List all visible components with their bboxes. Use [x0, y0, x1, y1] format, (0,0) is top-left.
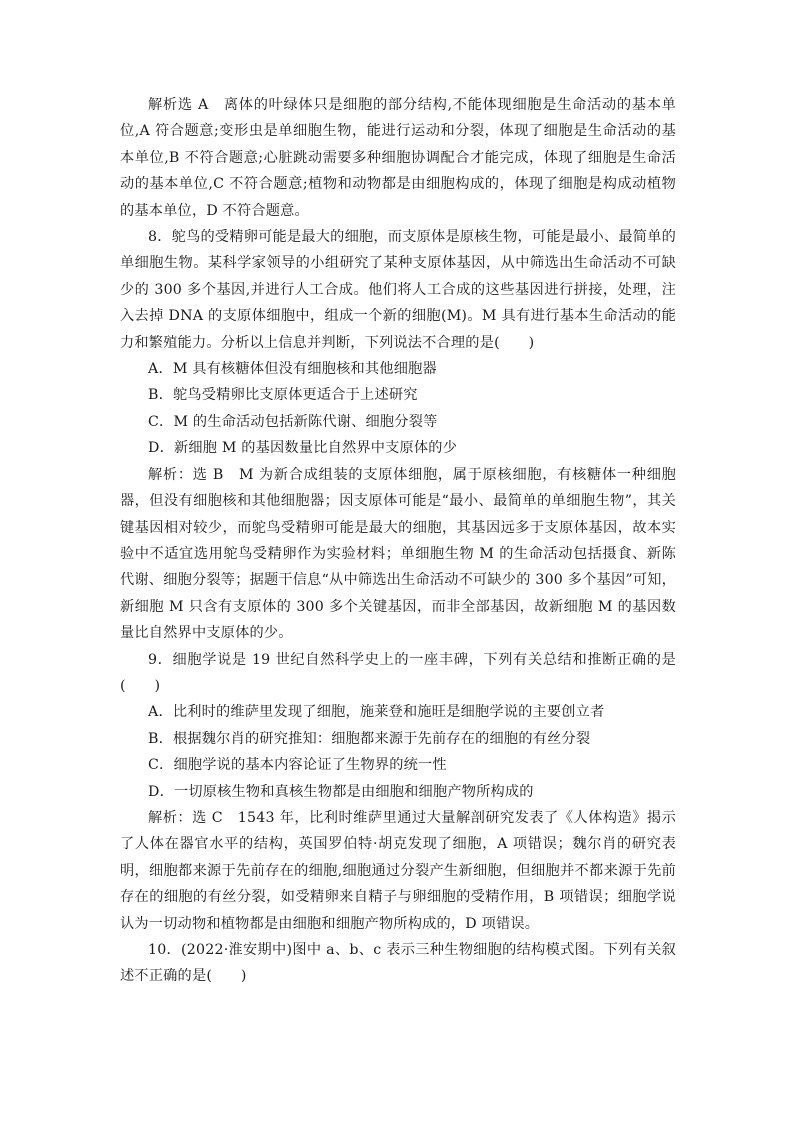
- q7-analysis: 解析选 A 离体的叶绿体只是细胞的部分结构,不能体现细胞是生命活动的基本单位,A 符合题意;变形虫是单细胞生物，能进行运动和分裂，体现了细胞是生命活动的基本单位,B 不符合题意;心脏跳动需要多种细胞协调配合才能完成，体现了细胞是生命活动的基本单位,C 不符合题意;植物和动物都是由细胞构成的，体现了细胞是构成动植物的基本单位，D 不符合题意。: [120, 97, 676, 219]
- q9-option-a: A．比利时的维萨里发现了细胞，施莱登和施旺是细胞学说的主要创立者: [148, 704, 605, 721]
- q9-option-c: C．细胞学说的基本内容论证了生物界的统一性: [148, 757, 447, 774]
- q10-stem: 10．(2022·淮安期中)图中 a、b、c 表示三种生物细胞的结构模式图。下列有关叙述不正确的是( ): [120, 942, 676, 985]
- q9-option-b: B．根据魏尔肖的研究推知：细胞都来源于先前存在的细胞的有丝分裂: [148, 730, 591, 747]
- q9-option-d: D．一切原核生物和真核生物都是由细胞和细胞产物所构成的: [148, 783, 534, 800]
- q8-option-d: D．新细胞 M 的基因数量比自然界中支原体的少: [148, 440, 458, 457]
- q8-option-b: B．鸵鸟受精卵比支原体更适合于上述研究: [148, 387, 418, 404]
- q9-analysis: 解析：选 C 1543 年，比利时维萨里通过大量解剖研究发表了《人体构造》揭示了人体在器官水平的结构，英国罗伯特·胡克发现了细胞，A 项错误；魏尔肖的研究表明，细胞都来源于先前存在的细胞,细胞通过分裂产生新细胞，但细胞并不都来源于先前存在的细胞的有丝分裂，如受精卵来自精子与卵细胞的受精作用，B 项错误；细胞学说认为一切动物和植物都是由细胞和细胞产物所构成的，D 项错误。: [120, 809, 676, 932]
- q8-stem: 8．鸵鸟的受精卵可能是最大的细胞，而支原体是原核生物，可能是最小、最简单的单细胞生物。某科学家领导的小组研究了某种支原体基因，从中筛选出生命活动不可缺少的 300 多个基因,并进行人工合成。他们将人工合成的这些基因进行拼接，处理，注入去掉 DNA 的支原体细胞中，组成一个新的细胞(M)。M 具有进行基本生命活动的能力和繁殖能力。分析以上信息并判断，下列说法不合理的是( ): [120, 229, 676, 351]
- document-page: [120, 92, 676, 990]
- q9-stem: 9．细胞学说是 19 世纪自然科学史上的一座丰碑，下列有关总结和推断正确的是( ): [120, 651, 676, 694]
- q8-analysis: 解析：选 B M 为新合成组装的支原体细胞，属于原核细胞，有核糖体一种细胞器，但没有细胞核和其他细胞器；因支原体可能是“最小、最简单的单细胞生物”，其关键基因相对较少，而鸵鸟受精卵可能是最大的细胞，其基因远多于支原体基因，故本实验中不适宜选用鸵鸟受精卵作为实验材料；单细胞生物 M 的生命活动包括摄食、新陈代谢、细胞分裂等；据题干信息“从中筛选出生命活动不可缺少的 300 多个基因”可知，新细胞 M 只含有支原体的 300 多个关键基因，而非全部基因，故新细胞 M 的基因数量比自然界中支原体的少。: [120, 466, 676, 642]
- q8-option-a: A．M 具有核糖体但没有细胞核和其他细胞器: [148, 361, 437, 378]
- q8-option-c: C．M 的生命活动包括新陈代谢、细胞分裂等: [148, 413, 438, 430]
